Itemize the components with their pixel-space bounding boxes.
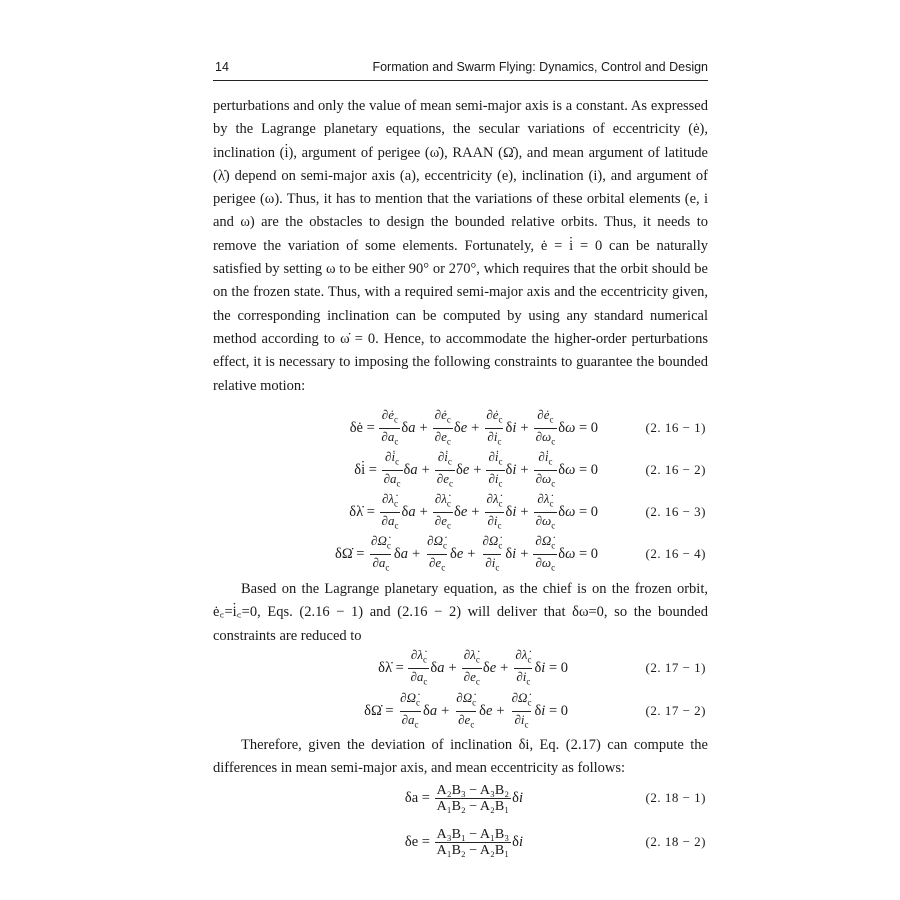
paragraph-deviation: Therefore, given the deviation of inclination δi, Eq. (2.17) can compute the differences in mean semi-major axis, and mean eccentricity as follows: xyxy=(213,737,708,777)
eq-lhs: δΩ̇ xyxy=(364,702,382,719)
equation-2-18-2: δe = $\frac{\text{A₃B₁ − A₁B₃}}{\text{A₁B₂ − A₂B₁}}$ δ i (2. 18 − 2) xyxy=(404,826,706,858)
eq-lhs: δλ̇ xyxy=(378,659,393,676)
eq-denominator: A₁B₂ − A₂B₁ xyxy=(436,798,510,814)
equation-number: (2. 16 − 2) xyxy=(645,462,706,477)
eq-lhs: δi̇ xyxy=(354,461,366,478)
equation-2-16-4: δΩ̇ = $\frac{\partial\Omegȧ_c}{\partial a_c}$ δ a + $\frac{\partial\Omegȧ_c}{\partial e_c}$ δ e + $\frac{\partial\Omegȧ_c}{\partial i_c}$ δ i + $\frac{\partial\Omegȧ_c}{\partial\omega_c}$ δ ω = 0 (2. 16 − 4) xyxy=(200,534,708,574)
equation-number: (2. 18 − 1) xyxy=(645,790,706,805)
running-header xyxy=(213,56,708,81)
running-title: Formation and Swarm Flying: Dynamics, Control and Design xyxy=(372,60,708,74)
eq-denominator: A₁B₂ − A₂B₁ xyxy=(436,842,510,858)
paragraph-constraints-intro: perturbations and only the value of mean semi-major axis is a constant. As expressed by the Lagrange planetary equations, the secular variations of eccentricity (ė), inclination (i̇), argument of perigee (ω̇), RAAN (Ω̇), and mean argument of latitude (λ̇) depend on semi-major axis (a), eccentricity (e), inclination (i), and argument of perigee (ω). Thus, it has to mention that the variations of these orbital elements (e, i and ω) are the obstacles to design the bounded relative orbits. Thus, it needs to remove the variation of some elements. Fortunately, ė = i̇ = 0 can be naturally satisfied by setting ω to be either 90° or 270°, which requires that the orbit should be on the frozen state. Thus, with a required semi-major axis and the eccentricity given, the corresponding inclination can be computed by using any standard numerical method according to ω̇ = 0. Hence, to accommodate the higher-order perturbations effect, it is necessary to imposing the following constraints to guarantee the bounded relative motion: xyxy=(213,98,708,394)
equation-number: (2. 16 − 4) xyxy=(645,546,706,561)
paragraph-frozen-orbit: Based on the Lagrange planetary equation, as the chief is on the frozen orbit, ė꜀=i̇꜀=0, Eqs. (2.16 − 1) and (2.16 − 2) will deliver that δω=0, so the bounded constraints are reduced to xyxy=(213,581,708,644)
equation-number: (2. 18 − 2) xyxy=(645,834,706,849)
eq-lhs: δe xyxy=(404,833,419,850)
equation-2-16-3: δλ̇ = $\frac{\partial\lambdȧ_c}{\partial a_c}$ δ a + $\frac{\partial\lambdȧ_c}{\partial e_c}$ δ e + $\frac{\partial\lambdȧ_c}{\partial i_c}$ δ i + $\frac{\partial\lambdȧ_c}{\partial\omega_c}$ δ ω = 0 (2. 16 − 3) xyxy=(200,492,708,532)
equation-2-17-1: δλ̇ = $\frac{\partial\lambdȧ_c}{\partial a_c}$ δ a + $\frac{\partial\lambdȧ_c}{\partial e_c}$ δ e + $\frac{\partial\lambdȧ_c}{\partial i_c}$ δ i = 0 (2. 17 − 1) xyxy=(200,648,708,688)
equation-2-18-1: δa = $\frac{\text{A₂B₃ − A₃B₂}}{\text{A₁B₂ − A₂B₁}}$ δ i (2. 18 − 1) xyxy=(404,782,706,814)
eq-numerator: A₃B₁ − A₁B₃ xyxy=(436,826,510,842)
eq-lhs: δa xyxy=(404,789,419,806)
eq-lhs: δΩ̇ xyxy=(334,545,353,562)
equation-2-17-2: δΩ̇ = $\frac{\partial\Omegȧ_c}{\partial a_c}$ δ a + $\frac{\partial\Omegȧ_c}{\partial e_c}$ δ e + $\frac{\partial\Omegȧ_c}{\partial i_c}$ δ i = 0 (2. 17 − 2) xyxy=(200,691,708,731)
page-number: 14 xyxy=(215,60,229,74)
equation-number: (2. 17 − 1) xyxy=(645,660,706,675)
equation-2-16-1: δė = $\frac{\partial ė_c}{\partial a_c}$ δ a + $\frac{\partial ė_c}{\partial e_c}$ δ e + $\frac{\partial ė_c}{\partial i_c}$ δ i + $\frac{\partial ė_c}{\partial\omega_c}$ δ ω = 0 (2. 16 − 1) xyxy=(200,408,708,448)
equation-2-16-2: δi̇ = $\frac{\partial i̇_c}{\partial a_c}$ δ a + $\frac{\partial i̇_c}{\partial e_c}$ δ e + $\frac{\partial i̇_c}{\partial i_c}$ δ i + $\frac{\partial i̇_c}{\partial\omega_c}$ δ ω = 0 (2. 16 − 2) xyxy=(200,450,708,490)
eq-numerator: A₂B₃ − A₃B₂ xyxy=(436,782,510,798)
equation-number: (2. 16 − 3) xyxy=(645,504,706,519)
equation-number: (2. 16 − 1) xyxy=(645,420,706,435)
equation-number: (2. 17 − 2) xyxy=(645,703,706,718)
eq-lhs: δė xyxy=(349,419,363,436)
eq-lhs: δλ̇ xyxy=(349,503,364,520)
